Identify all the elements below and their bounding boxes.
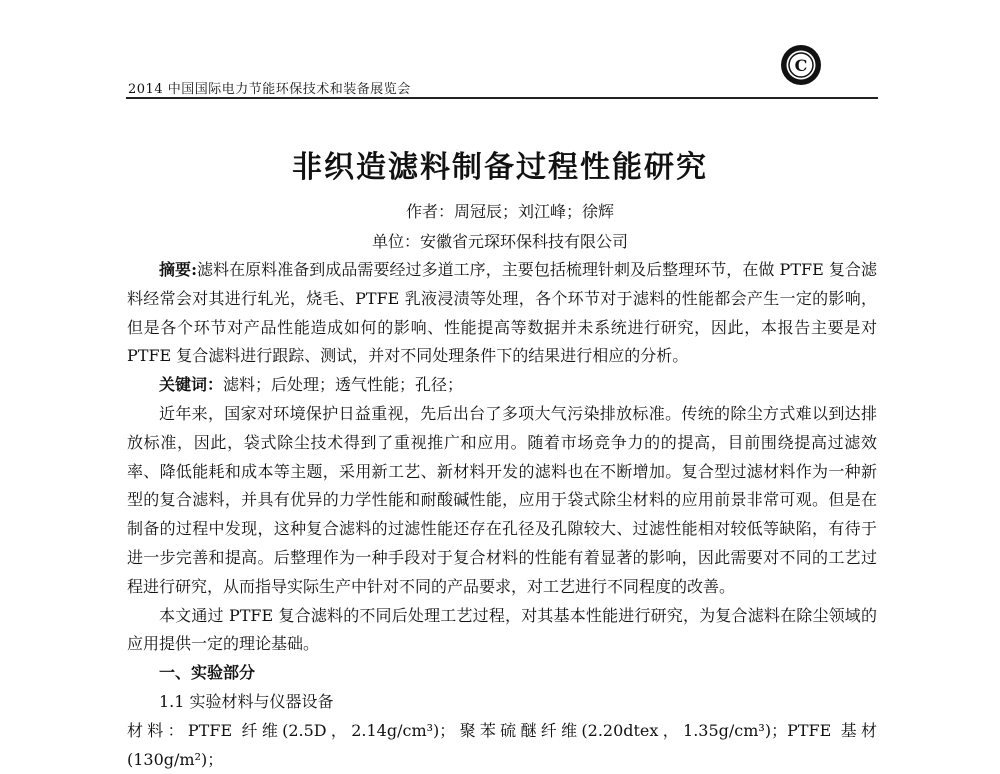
keywords (127, 371, 877, 400)
affiliation-name: 安徽省元琛环保科技有限公司 (420, 232, 629, 251)
logo-letter: C (794, 56, 808, 75)
abstract-label: 摘要: (159, 260, 197, 279)
header-rule (126, 97, 878, 99)
running-header: 2014 中国国际电力节能环保技术和装备展览会 (128, 82, 411, 97)
authors-line (0, 199, 1000, 222)
conference-logo-icon (779, 43, 823, 87)
body-paragraph: 本文通过 PTFE 复合滤料的不同后处理工艺过程，对其基本性能进行研究，为复合滤料在除尘领域的应用提供一定的理论基础。 (127, 605, 877, 654)
keywords-text: 滤料；后处理；透气性能；孔径； (223, 375, 464, 395)
section-heading: 一、实验部分 (159, 663, 256, 683)
keywords-label: 关键词： (159, 375, 224, 395)
authors-names: 周冠辰；刘江峰；徐辉 (454, 202, 615, 221)
subsection-heading: 1.1 实验材料与仪器设备 (159, 691, 334, 711)
paper-title: 非织造滤料制备过程性能研究 (292, 150, 708, 185)
body-paragraph: 近年来，国家对环境保护日益重视，先后出台了多项大气污染排放标准。传统的除尘方式难以到达排放标准，因此，袋式除尘技术得到了重视推广和应用。随着市场竞争力的的提高，目前围绕提高过滤效率、降低能耗和成本等主题，采用新工艺、新材料开发的滤料也在不断增加。复合型过滤材料作为一种新型的复合滤料，并具有优异的力学性能和耐酸碱性能，应用于袋式除尘材料的应用前景非常可观。但是在制备的过程中发现，这种复合滤料的过滤性能还存在孔径及孔隙较大、过滤性能相对较低等缺陷，有待于进一步完善和提高。后整理作为一种手段对于复合材料的性能有着显著的影响，因此需要对不同的工艺过程进行研究，从而指导实际生产中针对不同的产品要求，对工艺进行不同程度的改善。 (127, 403, 877, 596)
abstract (127, 256, 877, 371)
paper-body (127, 256, 877, 774)
materials-line: 材料：PTFE 纤维(2.5D，2.14g/cm³)；聚苯硫醚纤维(2.20dtex，1.35g/cm³)；PTFE 基材(130g/m²)； (127, 720, 877, 769)
affiliation-line (0, 229, 1000, 252)
affiliation-label: 单位： (371, 232, 420, 251)
authors-label: 作者： (405, 202, 454, 221)
abstract-text: 滤料在原料准备到成品需要经过多道工序，主要包括梳理针刺及后整理环节，在做 PTFE 复合滤料经常会对其进行轧光，烧毛、PTFE 乳液浸渍等处理，各个环节对于滤料的性能都会产生一定的影响，但是各个环节对产品性能造成如何的影响、性能提高等数据并未系统进行研究，因此，本报告主要是对 PTFE 复合滤料进行跟踪、测试，并对不同处理条件下的结果进行相应的分析。 (127, 260, 877, 366)
